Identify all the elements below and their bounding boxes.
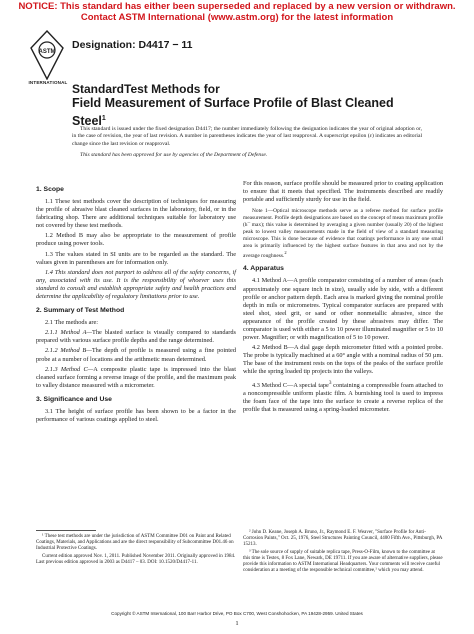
section-heading-significance: 3. Significance and Use xyxy=(36,395,112,403)
preamble-paragraph: This standard is issued under the fixed designation D4417; the number immediately following the designation indicates the year of original adoption or, in the case of revision, the year of last revision. A number in parentheses indicates the year of last reapproval. A superscript epsilon (ε) indicates an editorial change since the last revision or reapproval. xyxy=(72,126,422,147)
footnotes-right xyxy=(243,530,443,575)
notice-line-2: Contact ASTM International (www.astm.org) for the latest information xyxy=(80,11,394,23)
footnote-divider xyxy=(36,530,96,531)
paragraph-2-1-2: 2.1.2 Method B—The depth of profile is measured using a fine pointed probe at a number of locations and the arithmetic mean determined. xyxy=(36,347,236,363)
withdrawal-notice xyxy=(0,2,474,23)
paragraph-2-1: 2.1 The methods are: xyxy=(45,319,99,327)
section-heading-summary: 2. Summary of Test Method xyxy=(36,307,125,315)
right-column xyxy=(243,180,443,416)
paragraph-2-1-1: 2.1.1 Method A—The blasted surface is visually compared to standards prepared with various surface profile depths and the range determined. xyxy=(36,329,237,345)
copyright-line: Copyright © ASTM International, 100 Barr Harbor Drive, PO Box C700, West Conshohocken, PA 19428-2959. United States xyxy=(111,611,363,616)
dod-approval-note: This standard has been approved for use by agencies of the Department of Defense. xyxy=(80,152,268,159)
footnote-3: ³ The sole source of supply of suitable replica tape, Press-O-Film, known to the committee at this time is Testex, 8 Fox Lane, Newark, DE 19711. If you are aware of alternative suppliers, please provide this information to ASTM International Headquarters. Your comments will receive careful consideration at a meeting of the responsible technical committee,¹ which you may attend. xyxy=(243,549,443,574)
paragraph-4-1: 4.1 Method A—A profile comparator consisting of a number of areas (each approximately one square inch in size), usually side by side, with a different profile or anchor pattern depth. Each area is marked giving the nominal profile depth in mils or micrometres. Typical comparator surfaces are prepared with steel shot, steel grit, or sand or other nonmetallic abrasive, since the appearance of the profile created by these abrasives may differ. The comparator is used with either a 5 to 10 power illuminated magnifier or 5 to 10 power. Magnifier; or with magnification of 5 to 10 power. xyxy=(243,277,443,342)
paragraph-3-1: 3.1 The height of surface profile has been shown to be a factor in the performance of various coatings applied to steel. xyxy=(36,407,236,423)
svg-text:ASTM: ASTM xyxy=(38,49,56,55)
section-heading-scope: 1. Scope xyxy=(36,186,64,193)
notice-line-1: NOTICE: This standard has either been superseded and replaced by a new version or withdrawn. xyxy=(18,1,456,12)
left-column xyxy=(36,180,236,426)
paragraph-1-4: 1.4 This standard does not purport to address all of the safety concerns, if any, associated with its use. It is the responsibility of whoever uses this standard to consult and establish appropriate safety and health practices and determine the applicability of regulatory limitations prior to use. xyxy=(36,268,236,301)
preamble xyxy=(72,126,422,164)
title-line-3: Steel$^1$ xyxy=(72,114,106,129)
title-line-2: Field Measurement of Surface Profile of Blast Cleaned xyxy=(72,96,394,110)
paragraph-1-3: 1.3 The values stated in SI units are to be regarded as the standard. The values given in parentheses are for information only. xyxy=(36,250,236,266)
logo-subtext: INTERNATIONAL xyxy=(28,80,68,85)
paragraph-4-2: 4.2 Method B—A dial gage depth micrometer fitted with a pointed probe. The probe is typically machined at a 60° angle with a nominal radius of 50 µm. The base of the instrument rests on the tops of the peaks of the surface profile while the spring loaded tip projects into the valleys. xyxy=(243,344,443,376)
footnotes-left xyxy=(36,530,236,567)
paragraph-1-2: 1.2 Method B may also be appropriate to the measurement of profile produce using power tools. xyxy=(36,232,236,248)
page-number: 1 xyxy=(235,620,239,627)
paragraph-4-3: 4.3 Method C—A special tape$^3$ containing a compressible foam attached to a noncompressible uniform plastic film. A burnishing tool is used to impress the foam face of the tape into the surface to create a reverse replica of the profile that is measured using a spring-loaded micrometer. xyxy=(243,379,443,413)
paragraph-1-1: 1.1 These test methods cover the description of techniques for measuring the profile of abrasive blast cleaned surfaces in the laboratory, field, or in the fabricating shop. There are additional techniques suitable for laboratory use not covered by these test methods. xyxy=(36,198,236,230)
section-heading-apparatus: 4. Apparatus xyxy=(243,265,284,273)
footnote-2: ² John D. Keane, Joseph A. Bruno, Jr., Raymond E. F. Weaver, "Surface Profile for Anti-Corrosion Paints," Oct. 25, 1976, Steel Structures Painting Council, 4400 Fifth Ave., Pittsburgh, PA 15213. xyxy=(243,530,443,548)
paragraph-2-1-3: 2.1.3 Method C—A composite plastic tape is impressed into the blast cleaned surface forming a reverse image of the profile, and the maximum peak to valley distance measured with a micrometer. xyxy=(36,365,236,389)
paragraph-3-1-continued: For this reason, surface profile should be measured prior to coating application to ensure that it meets that specified. The instruments described are readily portable and sufficiently sturdy for use in the field. xyxy=(243,180,443,204)
document-title xyxy=(72,82,412,129)
note-1: Note 1—Optical microscope methods serve as a referee method for surface profile measurement. Profile depth designations are based on the concept of mean maximum profile (h¯ max); this value is determined by averaging a given number (usually 20) of the highest peak to lowest valley measurements made in the field of view of a standard measuring microscope. This is done because of evidence that coatings performance in any one small area is primarily influenced by the highest surface features in that area and not by the average roughness.$^2$ xyxy=(243,208,443,259)
footnote-1: ¹ These test methods are under the jurisdiction of ASTM Committee D01 on Paint and Related Coatings, Materials, and Applications and are the direct responsibility of Subcommittee D01.46 on Industrial Protective Coatings. xyxy=(36,534,234,552)
footnote-1-edition: Current edition approved Nov. 1, 2011. Published November 2011. Originally approved in 1984. Last previous edition approved in 2003 as D4417 – 03. DOI: 10.1520/D4417-11. xyxy=(36,553,236,565)
title-line-1: StandardTest Methods for xyxy=(72,82,220,96)
astm-logo xyxy=(30,30,64,80)
designation: Designation: D4417 − 11 xyxy=(72,39,193,51)
